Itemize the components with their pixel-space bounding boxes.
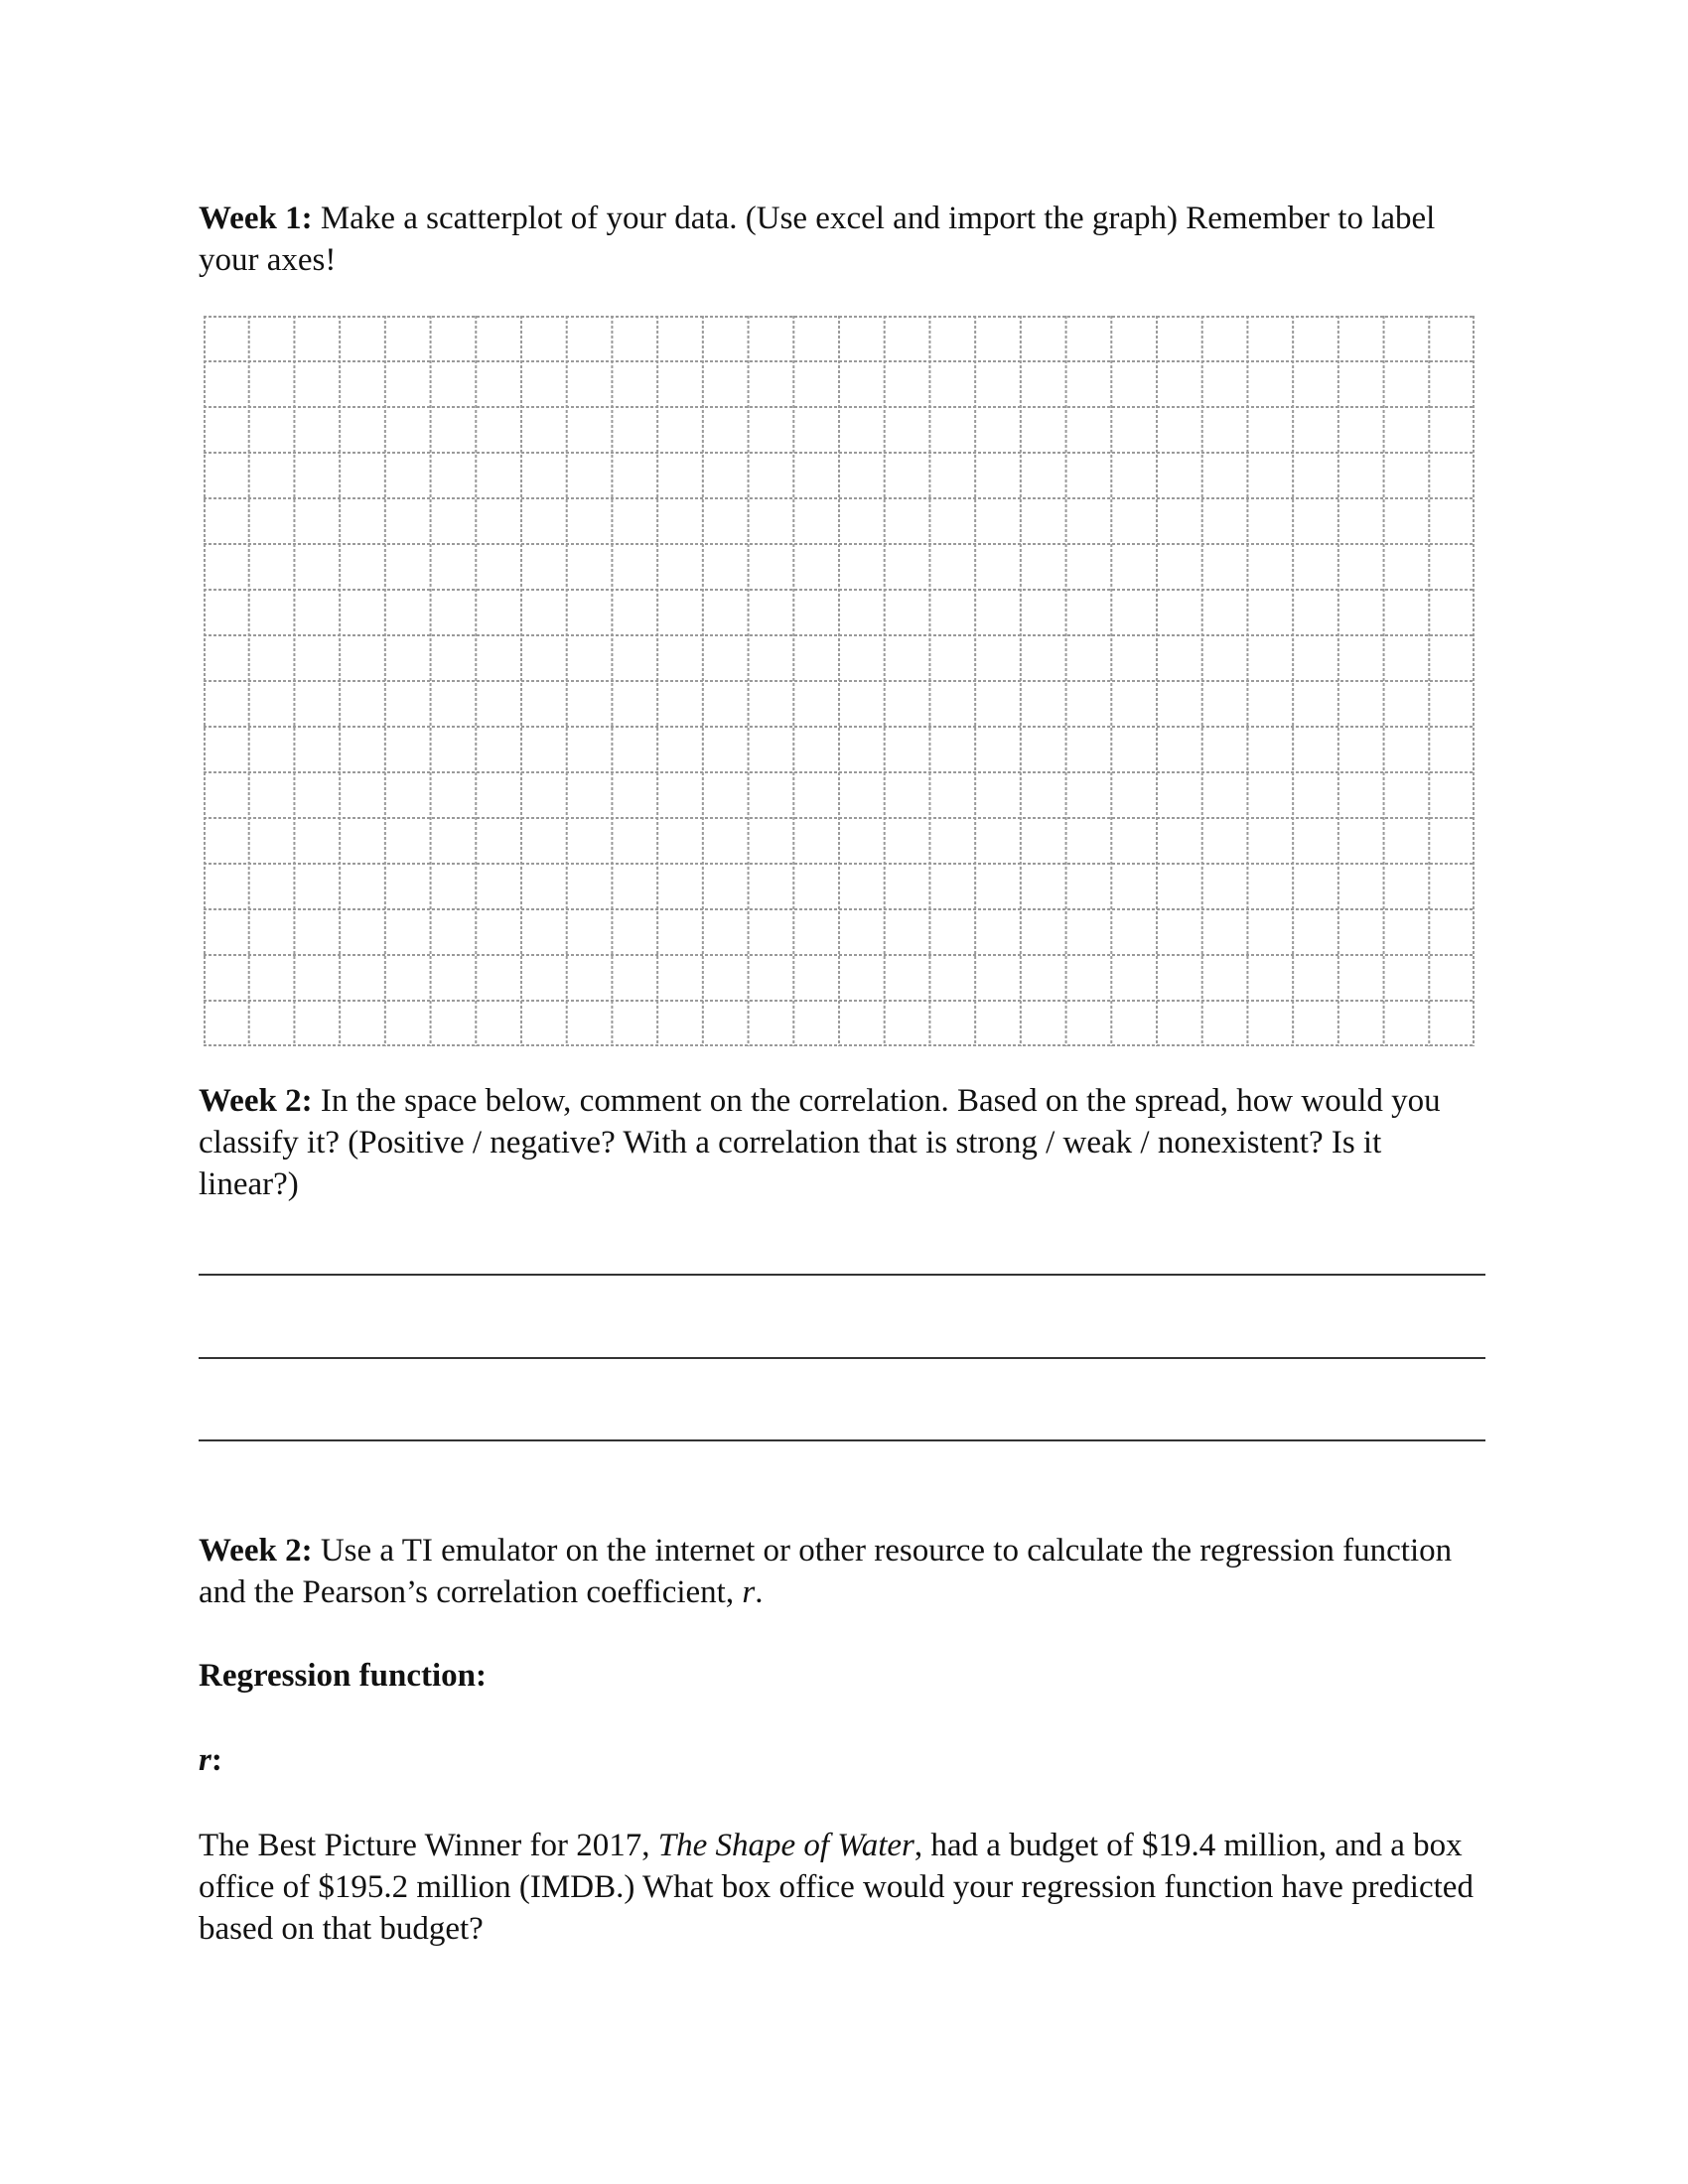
week1-prompt [199, 198, 1489, 281]
r-label-colon: : [211, 1742, 222, 1778]
week2-regression-text: Use a TI emulator on the internet or other resource to calculate the regression function and the Pearson’s correlation coefficient, [199, 1533, 1453, 1610]
scatterplot-grid [204, 316, 1475, 1046]
week2-correlation-label: Week 2: [199, 1083, 313, 1119]
answer-line-2[interactable] [199, 1357, 1485, 1359]
r-label [199, 1739, 222, 1781]
week1-label: Week 1: [199, 201, 313, 236]
r-symbol: r [742, 1574, 756, 1610]
best-picture-text-before: The Best Picture Winner for 2017, [199, 1828, 658, 1863]
best-picture-question [199, 1825, 1499, 1950]
week1-text: Make a scatterplot of your data. (Use excel and import the graph) Remember to label your axes! [199, 201, 1436, 278]
r-label-symbol: r [199, 1742, 211, 1778]
week2-regression-label: Week 2: [199, 1533, 313, 1569]
week2-correlation-prompt [199, 1080, 1489, 1205]
film-title: The Shape of Water [657, 1828, 914, 1863]
regression-function-label: Regression function: [199, 1658, 487, 1694]
graph-paper [204, 316, 1475, 1046]
week2-correlation-text: In the space below, comment on the correlation. Based on the spread, how would you classify it? (Positive / negative? With a correlation that is strong / weak / nonexistent? Is it linear?) [199, 1083, 1441, 1202]
best-picture-text-after: , had a budget of $19.4 million, and a box office of $195.2 million (IMDB.) What box office would your regression function have predicted based on that budget? [199, 1828, 1474, 1947]
week2-regression-prompt [199, 1530, 1499, 1613]
answer-line-3[interactable] [199, 1439, 1485, 1441]
answer-line-1[interactable] [199, 1274, 1485, 1276]
week2-regression-period: . [755, 1574, 764, 1610]
